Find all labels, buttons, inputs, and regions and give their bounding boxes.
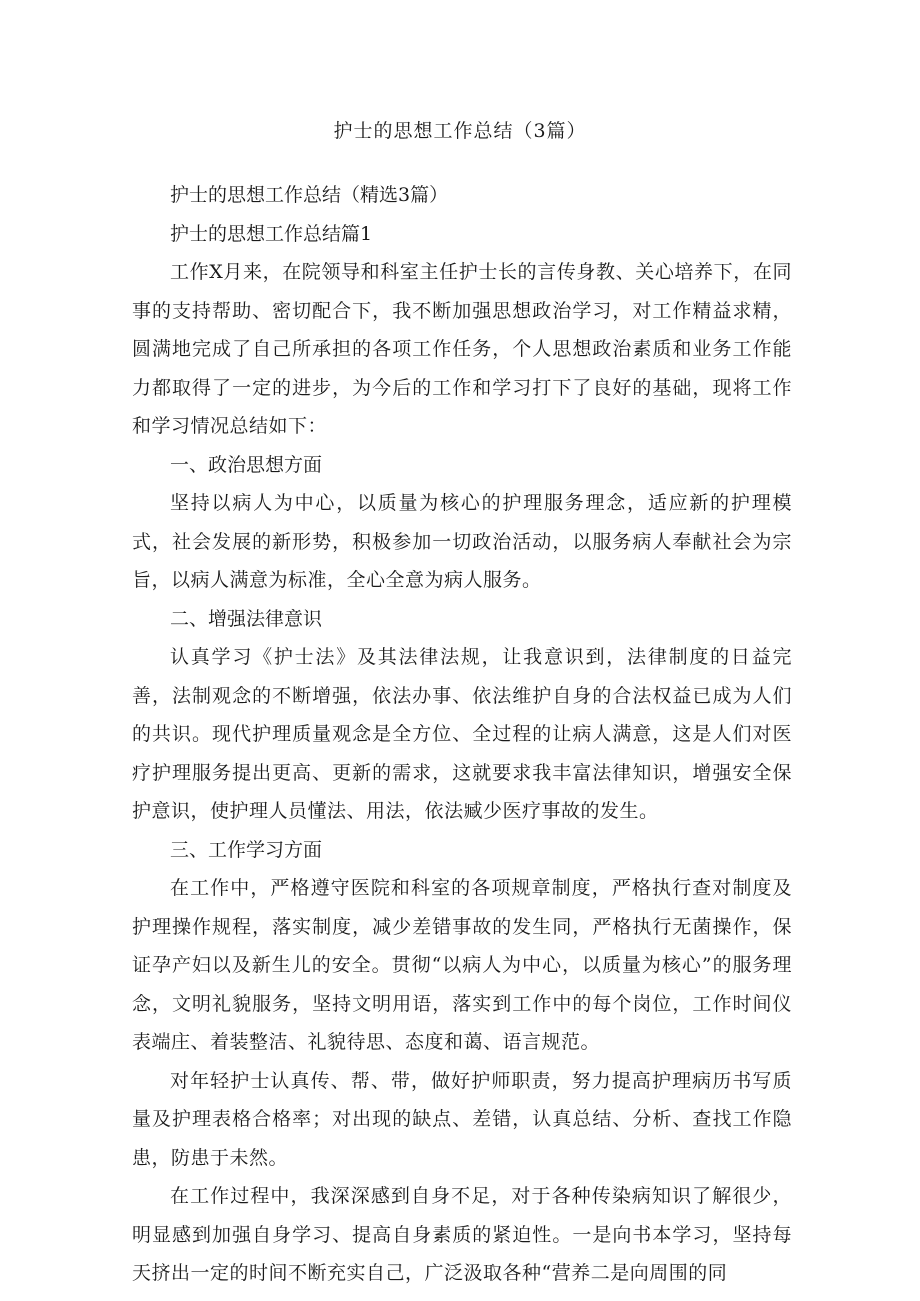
intro-paragraph: 工作X月来，在院领导和科室主任护士长的言传身教、关心培养下，在同事的支持帮助、密切配合下，我不断加强思想政治学习，对工作精益求精，圆满地完成了自己所承担的各项工作任务，个人思想政治素质和业务工作能力都取得了一定的进步，为今后的工作和学习打下了良好的基础，现将工作和学习情况总结如下： bbox=[132, 261, 792, 437]
section-paragraph-law: 认真学习《护士法》及其法律法规，让我意识到，法律制度的日益完善，法制观念的不断增强，依法办事、依法维护自身的合法权益已成为人们的共识。现代护理质量观念是全方位、全过程的让病人满意，这是人们对医疗护理服务提出更高、更新的需求，这就要求我丰富法律知识，增强安全保护意识，使护理人员懂法、用法，依法臧少医疗事故的发生。 bbox=[132, 646, 792, 822]
part-heading: 护士的思想工作总结篇1 bbox=[170, 222, 373, 245]
section-heading-law: 二、增强法律意识 bbox=[170, 607, 323, 630]
document-body bbox=[132, 176, 792, 1293]
section-heading-work-study: 三、工作学习方面 bbox=[170, 838, 323, 861]
section-paragraph-work-1: 在工作中，严格遵守医院和科室的各项规章制度，严格执行查对制度及护理操作规程，落实制度，减少差错事故的发生同，严格执行无菌操作，保证孕产妇以及新生儿的安全。贯彻“以病人为中心，以质量为核心”的服务理念，文明礼貌服务，坚持文明用语，落实到工作中的每个岗位，工作时间仪表端庄、着装整洁、礼貌待思、态度和蔼、语言规范。 bbox=[132, 877, 792, 1053]
document-subtitle: 护士的思想工作总结（精选3篇） bbox=[170, 184, 449, 206]
section-heading-politics: 一、政治思想方面 bbox=[170, 453, 323, 476]
section-paragraph-work-2: 对年轻护士认真传、帮、带，做好护师职责，努力提高护理病历书写质量及护理表格合格率；对出现的缺点、差错，认真总结、分析、查找工作隐患，防患于未然。 bbox=[132, 1069, 792, 1169]
document-title: 护士的思想工作总结（3篇） bbox=[333, 120, 587, 142]
section-paragraph-politics: 坚持以病人为中心，以质量为核心的护理服务理念，适应新的护理模式，社会发展的新形势，积极参加一切政治活动，以服务病人奉献社会为宗旨，以病人满意为标准，全心全意为病人服务。 bbox=[132, 492, 792, 591]
section-paragraph-work-3: 在工作过程中，我深深感到自身不足，对于各种传染病知识了解很少，明显感到加强自身学习、提高自身素质的紧迫性。一是向书本学习，坚持每天挤出一定的时间不断充实自己，广泛汲取各种“营养二是向周围的同 bbox=[132, 1185, 792, 1284]
